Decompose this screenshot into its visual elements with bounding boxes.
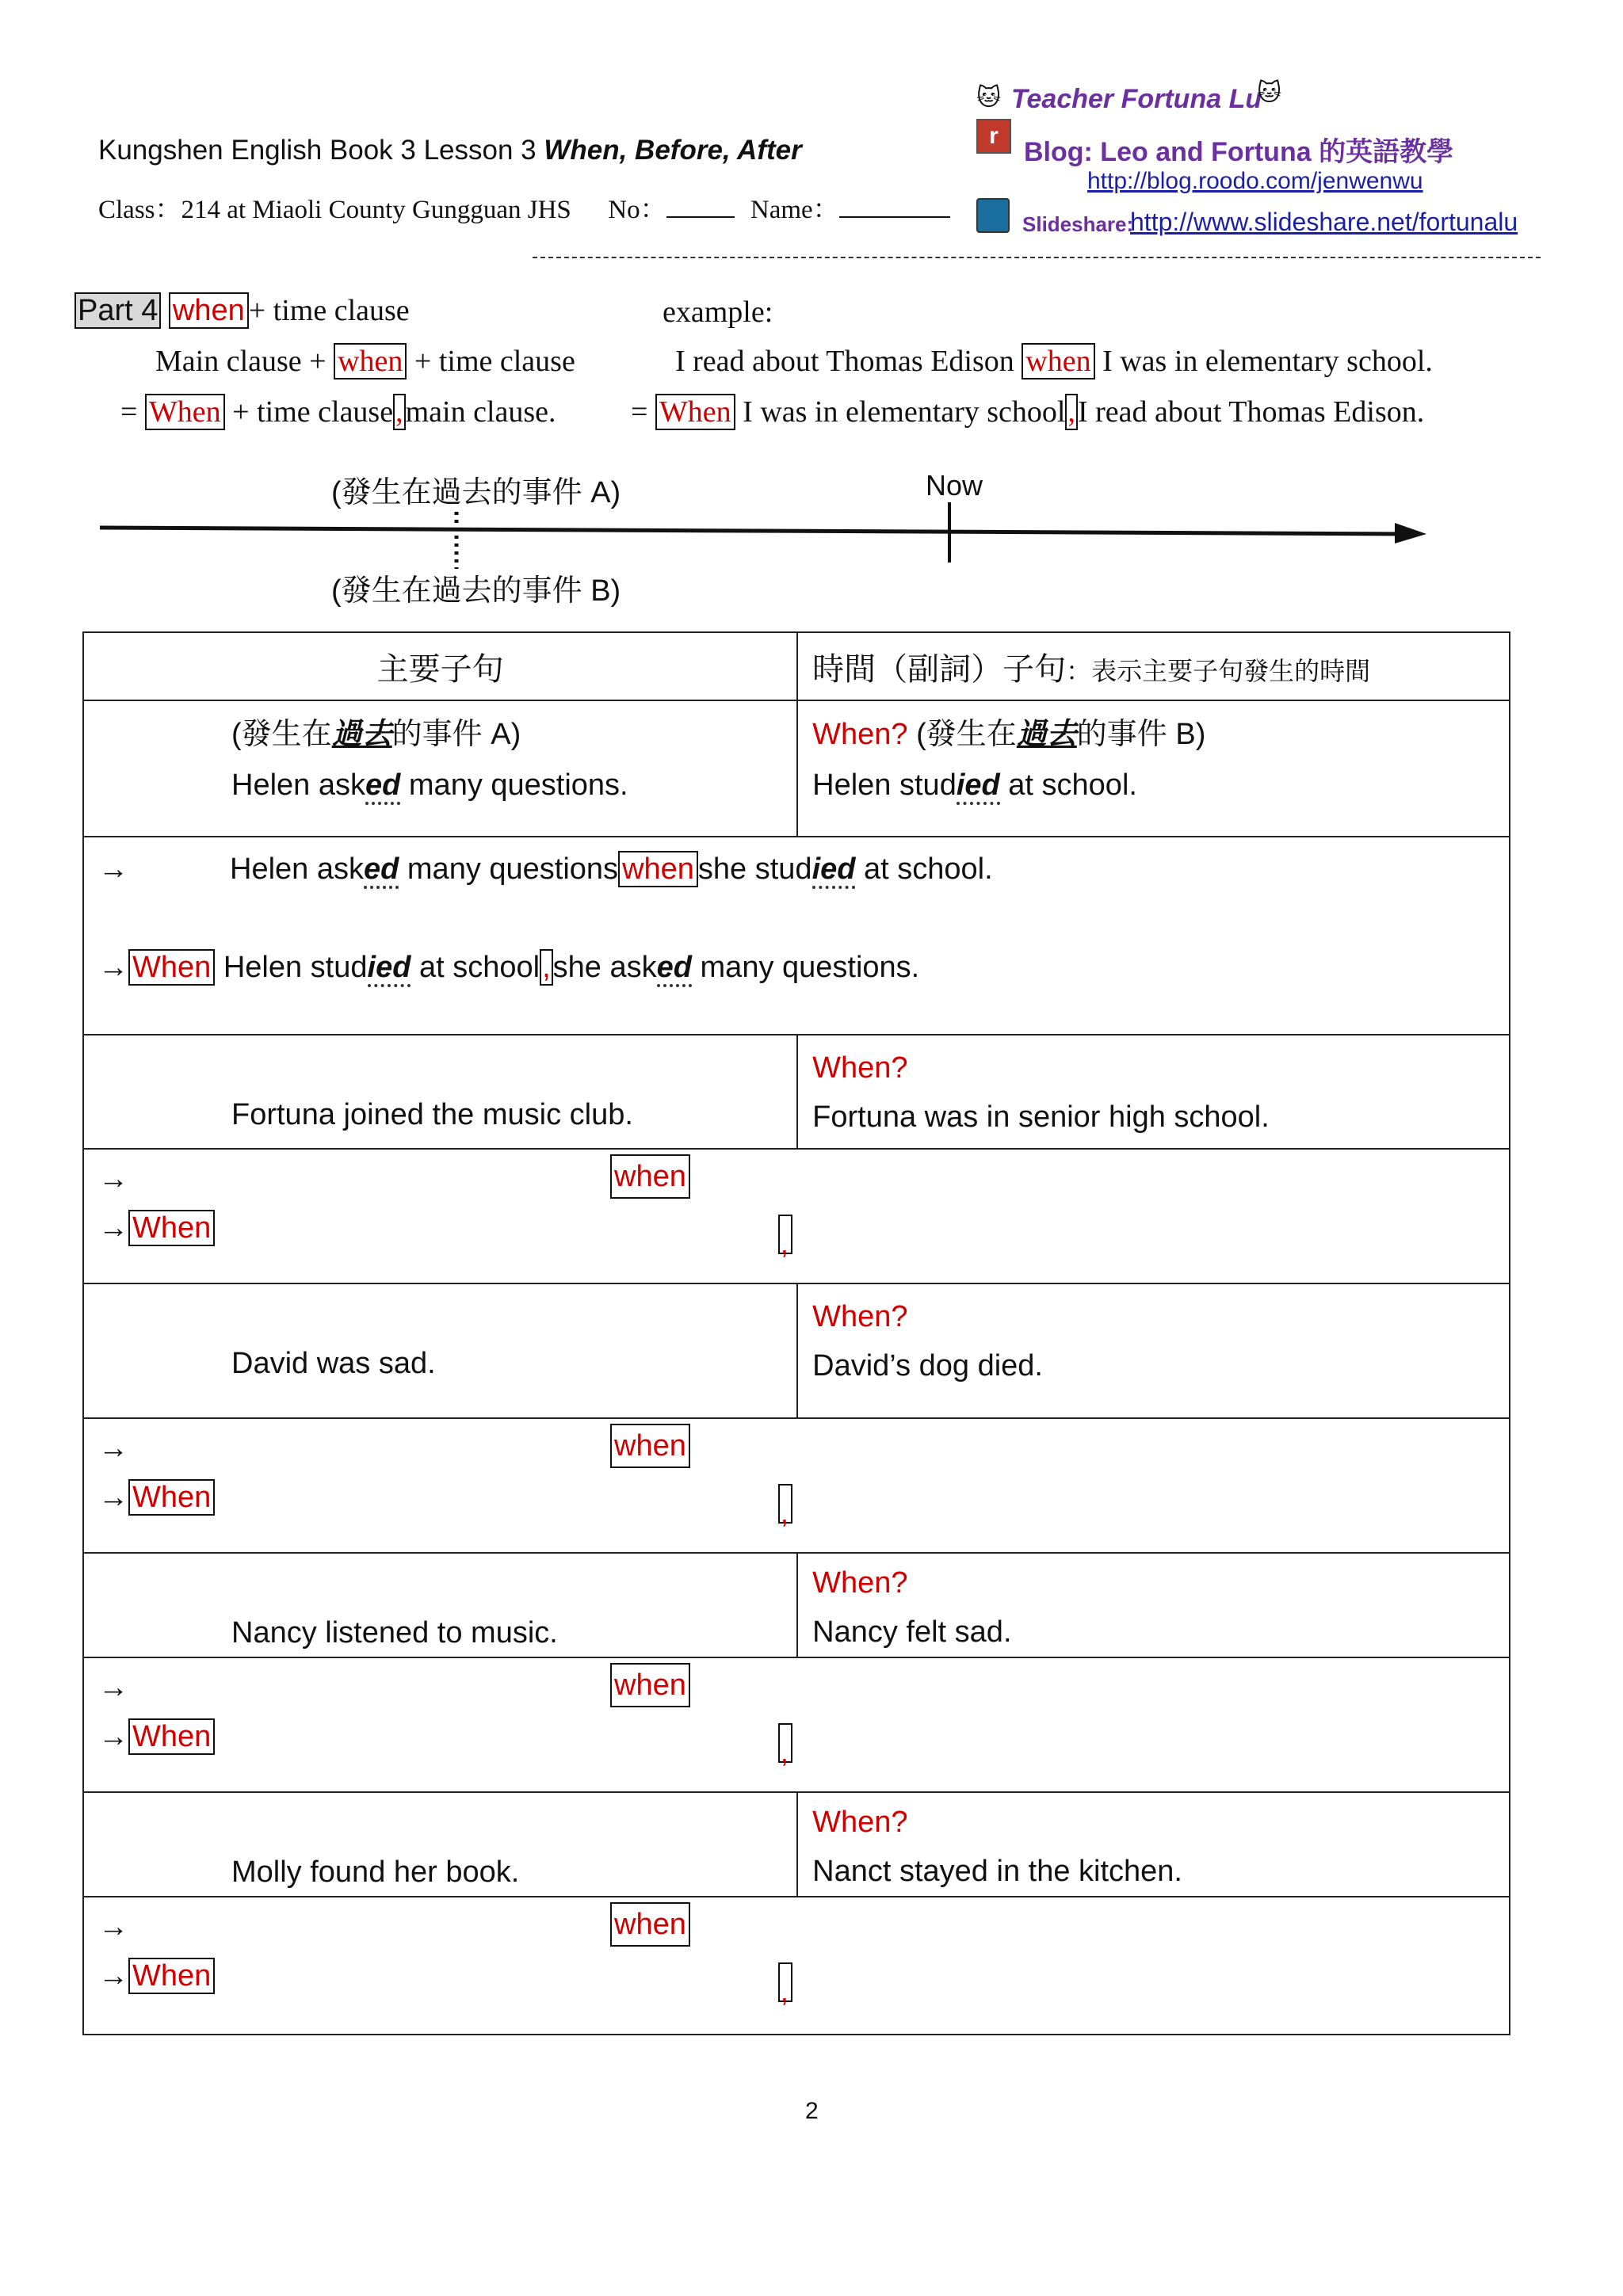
slideshare-link[interactable]: http://www.slideshare.net/fortunalu bbox=[1130, 208, 1518, 236]
comma-mark: , bbox=[540, 949, 553, 986]
timeline-arrowhead bbox=[1395, 523, 1426, 543]
header-time-clause: 時間（副詞）子句：表示主要子句發生的時間 bbox=[797, 632, 1510, 700]
row1-main-cell: (發生在過去的事件 A) Helen asked many questions. bbox=[83, 700, 797, 837]
comma-mark: , bbox=[778, 1723, 792, 1763]
slideshare-label: Slideshare: bbox=[1022, 212, 1134, 236]
arrow-icon: → bbox=[98, 1720, 128, 1753]
slideshare-icon bbox=[976, 198, 1010, 233]
timeline-event-b: (發生在過去的事件 B) bbox=[331, 574, 621, 608]
keyword-when: when bbox=[610, 1154, 690, 1199]
title-italic: When, Before, After bbox=[544, 135, 802, 166]
combined-sentence-2: → When Helen studied at school,she asked many questions. bbox=[84, 942, 1509, 993]
exercise-3-time-cell: When? Nancy felt sad. bbox=[797, 1553, 1510, 1657]
arrow-icon: → bbox=[98, 1211, 128, 1245]
row1-time-cell: When? (發生在過去的事件 B) Helen studied at school. bbox=[797, 700, 1510, 837]
exercise-3-answer-cell[interactable] bbox=[83, 1657, 1510, 1792]
keyword-when: when bbox=[1022, 343, 1094, 379]
keyword-When: When bbox=[128, 1718, 215, 1755]
header-divider bbox=[533, 257, 1541, 258]
arrow-icon: → bbox=[98, 1959, 128, 1993]
exercise-2-answer-cell[interactable] bbox=[83, 1418, 1510, 1553]
blog-icon: r bbox=[976, 119, 1011, 154]
arrow-icon: → bbox=[98, 1910, 128, 1943]
formula-1: Main clause + when + time clause bbox=[155, 345, 575, 378]
keyword-When: When bbox=[145, 394, 225, 430]
hello-kitty-icon: 🐱 bbox=[976, 85, 1002, 111]
keyword-When: When bbox=[655, 394, 735, 430]
keyword-when: when bbox=[169, 292, 249, 329]
clause-table bbox=[82, 631, 1510, 2035]
keyword-when: when bbox=[610, 1902, 690, 1947]
comma-mark: , bbox=[778, 1215, 792, 1254]
exercise-4-time-cell: When? Nanct stayed in the kitchen. bbox=[797, 1792, 1510, 1897]
exercise-2-time-cell: When? David’s dog died. bbox=[797, 1283, 1510, 1418]
teacher-name: Teacher Fortuna Lu bbox=[1011, 84, 1262, 114]
keyword-When: When bbox=[128, 1958, 215, 1994]
comma-mark: , bbox=[778, 1484, 792, 1524]
exercise-4-main-cell: Molly found her book. bbox=[83, 1792, 797, 1897]
keyword-when: when bbox=[610, 1424, 690, 1468]
formula-2: = When + time clause,main clause. bbox=[120, 395, 556, 429]
part-label: Part 4 bbox=[74, 292, 161, 329]
keyword-when: when bbox=[610, 1663, 690, 1707]
blog-link[interactable]: http://blog.roodo.com/jenwenwu bbox=[1087, 168, 1423, 194]
example-combined-cell bbox=[83, 837, 1510, 1035]
example-1: I read about Thomas Edison when I was in elementary school. bbox=[675, 345, 1433, 378]
example-label: example: bbox=[663, 296, 773, 329]
header-main-clause: 主要子句 bbox=[83, 632, 797, 700]
timeline bbox=[95, 499, 1442, 570]
comma-mark: , bbox=[1065, 394, 1078, 430]
page-title: Kungshen English Book 3 Lesson 3 When, Before, After bbox=[98, 135, 802, 166]
exercise-3-main-cell: Nancy listened to music. bbox=[83, 1553, 797, 1657]
page-number: 2 bbox=[805, 2098, 819, 2124]
comma-mark: , bbox=[778, 1962, 792, 2002]
class-line: Class：214 at Miaoli County Gungguan JHS No： Name： bbox=[98, 189, 950, 226]
hello-kitty-icon: 🐱 bbox=[1257, 80, 1282, 106]
exercise-1-time-cell: When? Fortuna was in senior high school. bbox=[797, 1035, 1510, 1149]
keyword-When: When bbox=[128, 1210, 215, 1246]
no-blank[interactable] bbox=[666, 216, 735, 218]
arrow-icon: → bbox=[98, 1481, 128, 1514]
name-blank[interactable] bbox=[839, 216, 950, 218]
combined-sentence-1: → Helen asked many questions when she studied at school. bbox=[84, 844, 1509, 942]
part-heading: Part 4 when + time clause bbox=[74, 293, 410, 328]
keyword-when: when bbox=[618, 851, 698, 887]
exercise-1-main-cell: Fortuna joined the music club. bbox=[83, 1035, 797, 1149]
arrow-icon: → bbox=[98, 1671, 128, 1704]
comma-mark: , bbox=[393, 394, 406, 430]
arrow-icon: → bbox=[98, 951, 128, 984]
example-2: = When I was in elementary school,I read about Thomas Edison. bbox=[631, 395, 1425, 429]
exercise-2-main-cell: David was sad. bbox=[83, 1283, 797, 1418]
arrow-icon: → bbox=[98, 1162, 128, 1196]
timeline-axis bbox=[100, 528, 1411, 534]
arrow-icon: → bbox=[98, 852, 128, 886]
exercise-4-answer-cell[interactable] bbox=[83, 1897, 1510, 2035]
arrow-icon: → bbox=[98, 1432, 128, 1465]
timeline-now-label: Now bbox=[926, 469, 983, 502]
keyword-when: when bbox=[334, 343, 407, 379]
timeline-event-a: (發生在過去的事件 A) bbox=[331, 476, 621, 509]
keyword-When: When bbox=[128, 1479, 215, 1516]
keyword-When: When bbox=[128, 949, 215, 986]
blog-label: Blog: Leo and Fortuna 的英語教學 bbox=[1024, 137, 1454, 167]
exercise-1-answer-cell[interactable] bbox=[83, 1149, 1510, 1283]
